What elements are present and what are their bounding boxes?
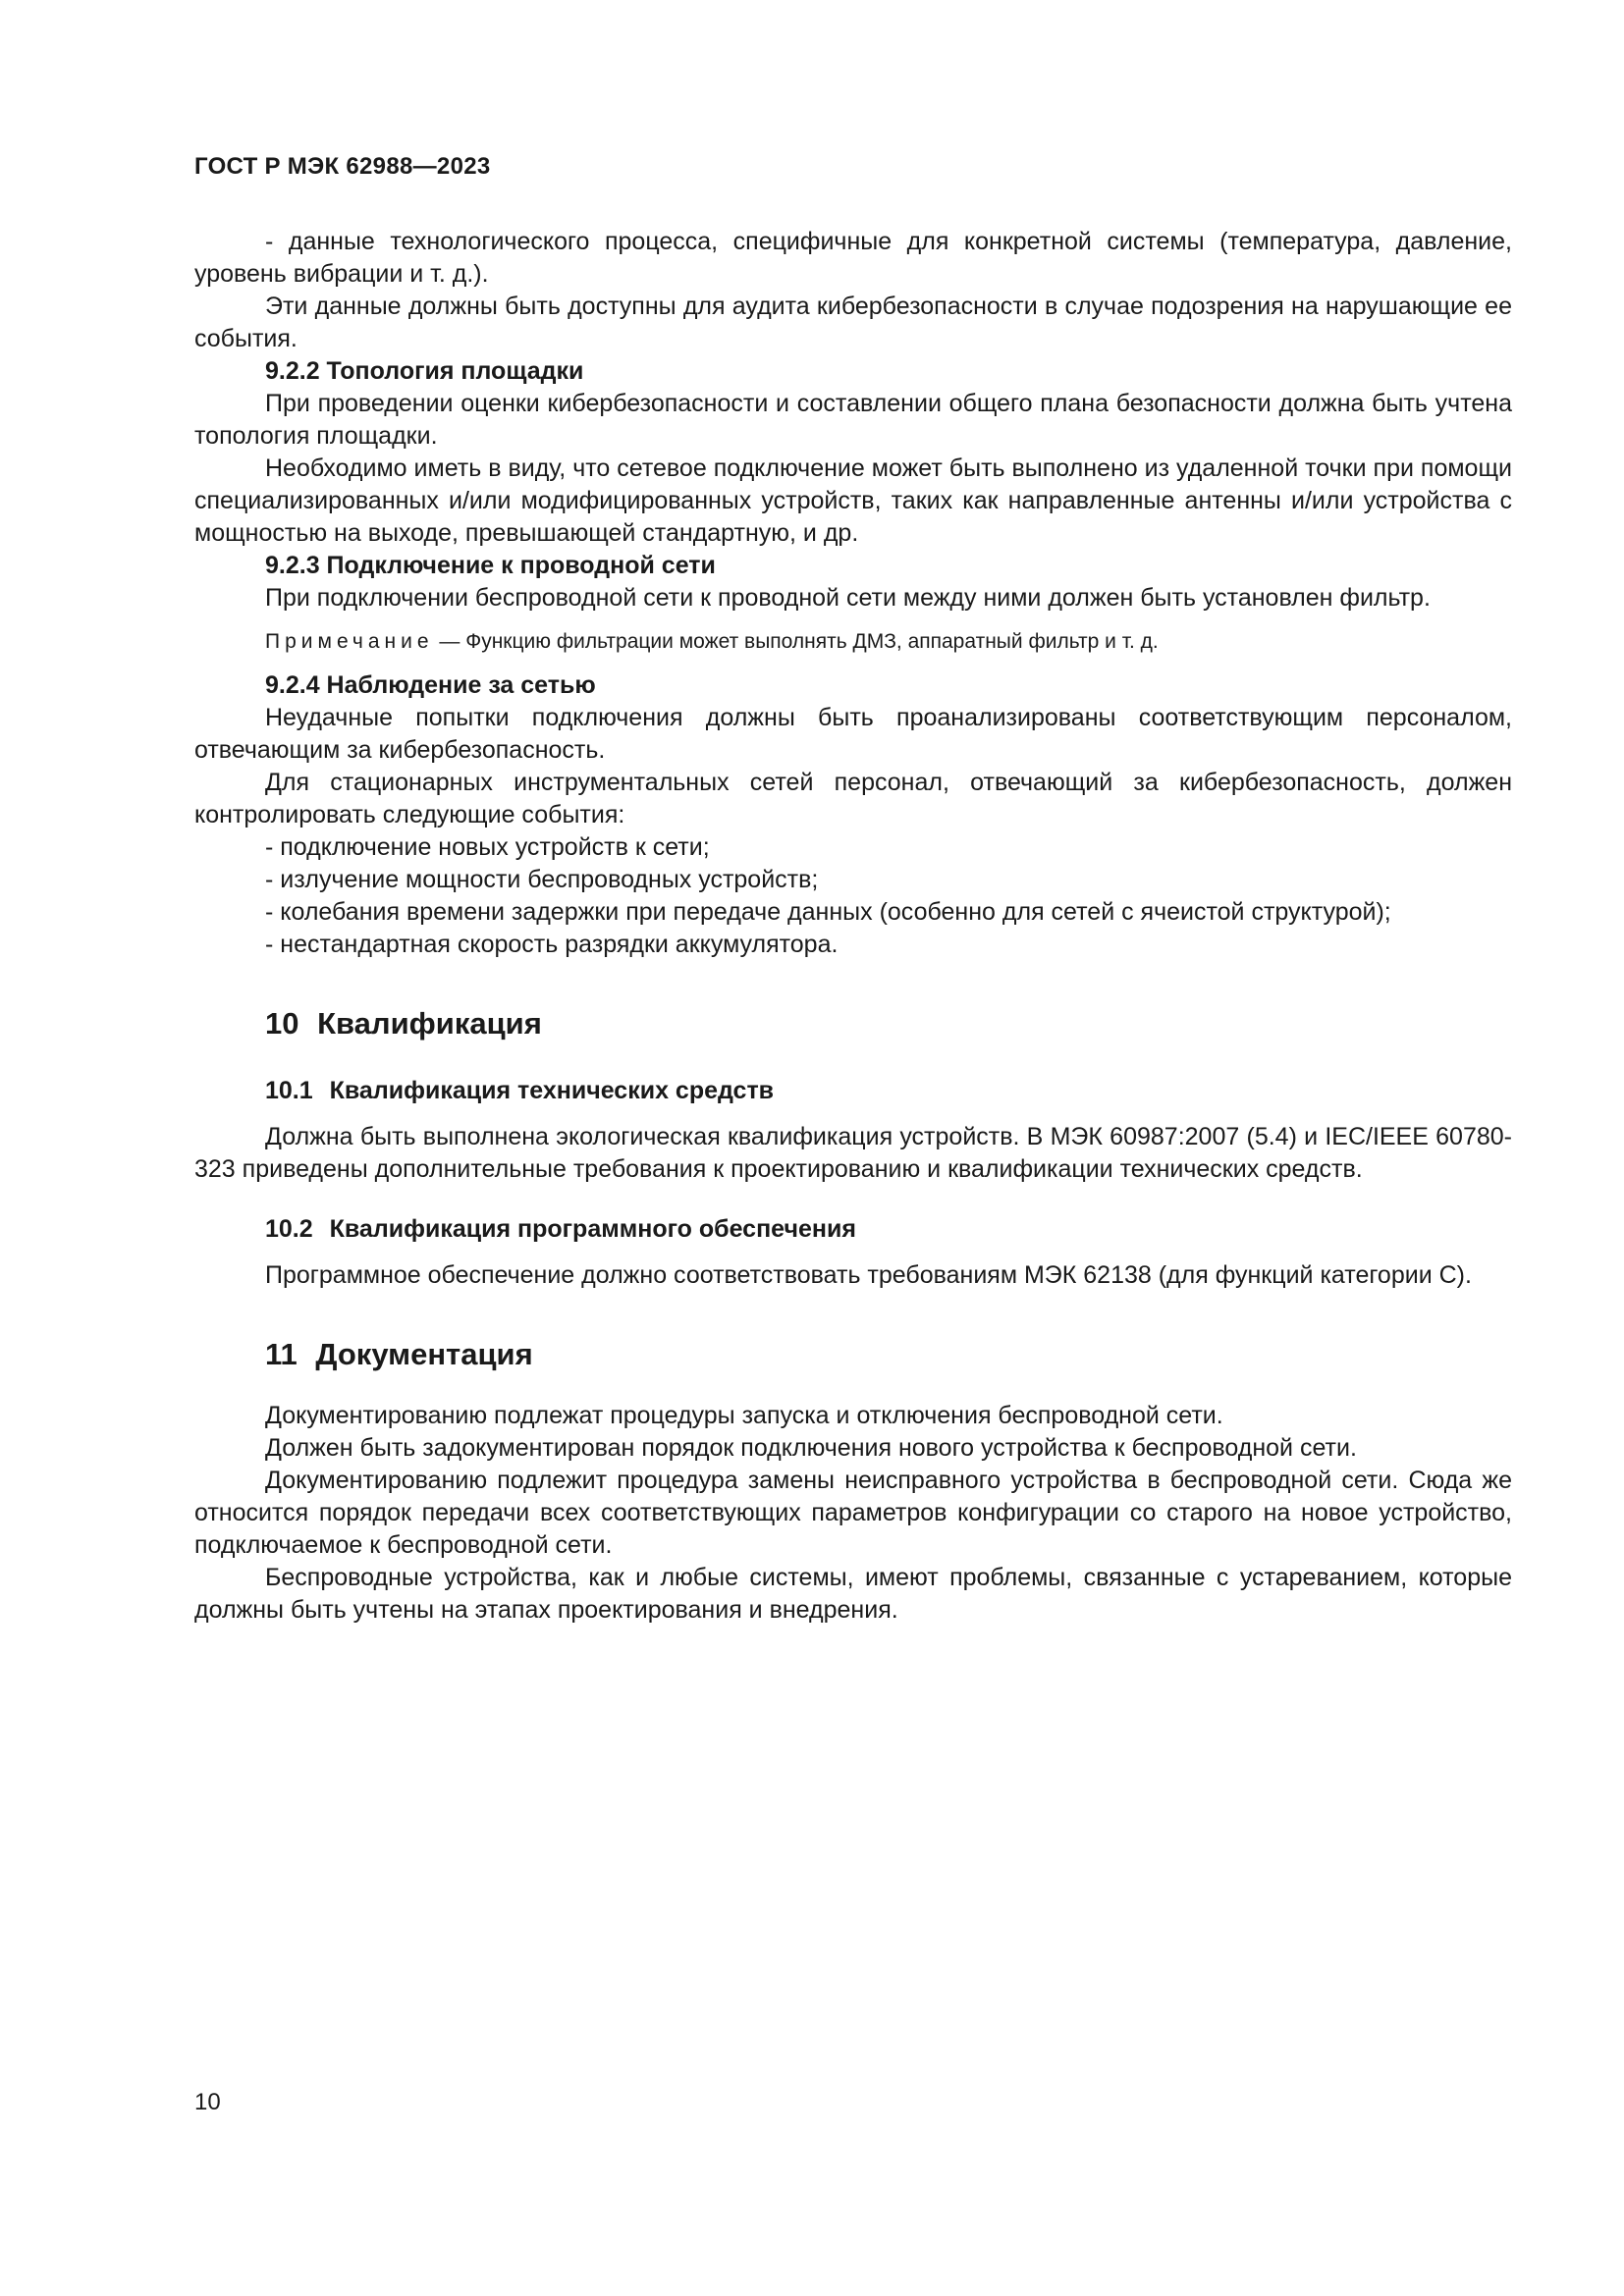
subsection-heading-9-2-3: 9.2.3 Подключение к проводной сети (265, 552, 716, 579)
paragraph: Для стационарных инструментальных сетей персонал, отвечающий за кибербезопасность, должен контролировать следующие события: (194, 769, 1512, 828)
paragraph: Необходимо иметь в виду, что сетевое подключение может быть выполнено из удаленной точки при помощи специализированных и/или модифицированных устройств, таких как направленные антенны и/или устройства с мощностью на выходе, превышающей стандартную, и др. (194, 454, 1512, 547)
list-item: - колебания времени задержки при передаче данных (особенно для сетей с ячеистой структурой); (265, 898, 1391, 926)
list-item: - подключение новых устройств к сети; (265, 833, 710, 861)
paragraph: При проведении оценки кибербезопасности и составлении общего плана безопасности должна быть учтена топология площадки. (194, 390, 1512, 450)
standard-header: ГОСТ Р МЭК 62988—2023 (194, 153, 491, 180)
subsection-heading-10-2 (194, 1213, 1512, 1246)
paragraph: Неудачные попытки подключения должны быть проанализированы соответствующим персоналом, отвечающим за кибербезопасность. (194, 704, 1512, 764)
subsection-title: Квалификация технических средств (329, 1077, 775, 1104)
subsection-heading-9-2-2: 9.2.2 Топология площадки (265, 357, 584, 385)
subsection-number: 10.1 (265, 1077, 313, 1104)
page-number: 10 (194, 2089, 221, 2115)
paragraph: При подключении беспроводной сети к проводной сети между ними должен быть установлен фильтр. (265, 584, 1431, 612)
subsection-title: Квалификация программного обеспечения (329, 1215, 856, 1243)
note-text: — Функцию фильтрации может выполнять ДМЗ, аппаратный фильтр и т. д. (439, 630, 1159, 653)
paragraph: Документированию подлежит процедура замены неисправного устройства в беспроводной сети. Сюда же относится порядок передачи всех соответствующих параметров конфигурации со старого на новое устройство, подключаемое к беспроводной сети. (194, 1467, 1512, 1559)
list-item: - излучение мощности беспроводных устройств; (265, 866, 819, 893)
paragraph: Эти данные должны быть доступны для аудита кибербезопасности в случае подозрения на нарушающие ее события. (194, 293, 1512, 352)
list-item: - нестандартная скорость разрядки аккумулятора. (265, 931, 839, 958)
section-number: 10 (265, 1006, 299, 1041)
subsection-heading-10-1 (194, 1075, 1512, 1107)
section-title: Документация (315, 1337, 533, 1371)
note (194, 628, 1512, 656)
paragraph: Документированию подлежат процедуры запуска и отключения беспроводной сети. (265, 1402, 1223, 1429)
paragraph: Должен быть задокументирован порядок подключения нового устройства к беспроводной сети. (265, 1434, 1357, 1462)
document-body (194, 226, 1512, 1627)
paragraph: - данные технологического процесса, специфичные для конкретной системы (температура, давление, уровень вибрации и т. д.). (194, 228, 1512, 288)
subsection-heading-9-2-4: 9.2.4 Наблюдение за сетью (265, 671, 596, 699)
paragraph: Беспроводные устройства, как и любые системы, имеют проблемы, связанные с устареванием, которые должны быть учтены на этапах проектирования и внедрения. (194, 1564, 1512, 1624)
section-title: Квалификация (317, 1006, 542, 1041)
subsection-number: 10.2 (265, 1215, 313, 1243)
paragraph: Должна быть выполнена экологическая квалификация устройств. В МЭК 60987:2007 (5.4) и IEC/IEEE 60780-323 приведены дополнительные требования к проектированию и квалификации технических средств. (194, 1123, 1512, 1183)
section-number: 11 (265, 1337, 298, 1371)
section-heading-11 (194, 1335, 1512, 1374)
paragraph: Программное обеспечение должно соответствовать требованиям МЭК 62138 (для функций категории С). (265, 1261, 1472, 1289)
note-label: Примечание (265, 630, 434, 653)
section-heading-10 (194, 1004, 1512, 1043)
